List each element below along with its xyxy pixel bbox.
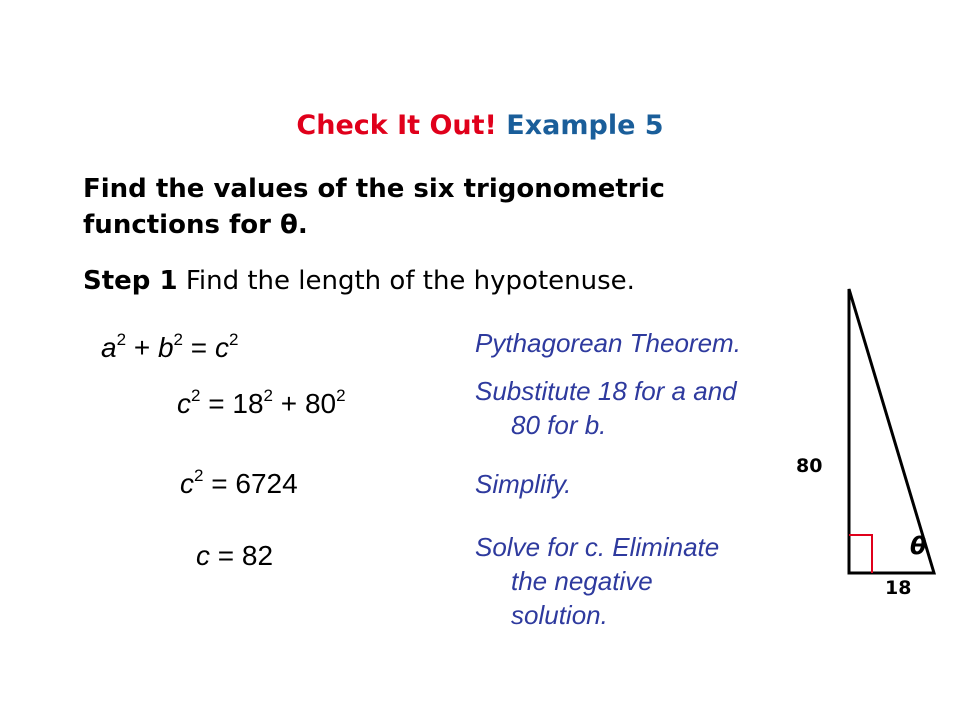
title-example: Example 5 <box>506 110 664 141</box>
step-text: Find the length of the hypotenuse. <box>185 266 635 296</box>
eq3-c-exp: 2 <box>194 466 204 485</box>
eq1-b: b <box>157 332 174 363</box>
angle-theta-label: θ <box>910 532 927 560</box>
eq2-equals: = <box>208 388 225 419</box>
eq1-a-exp: 2 <box>116 330 127 349</box>
title-check-it-out: Check It Out! <box>296 110 497 141</box>
horizontal-leg-label: 18 <box>885 577 912 599</box>
eq3-equals: = <box>211 468 228 499</box>
vertical-leg-label: 80 <box>796 455 823 477</box>
eq1-b-exp: 2 <box>173 330 184 349</box>
note-solve-line-3: solution. <box>511 600 608 630</box>
note-pythagorean: Pythagorean Theorem. <box>475 328 741 358</box>
eq1-c-exp: 2 <box>228 330 239 349</box>
prompt-line-2: functions for θ. <box>83 210 308 240</box>
note-simplify: Simplify. <box>475 469 572 499</box>
eq1-equals: = <box>190 332 208 363</box>
eq4-value: 82 <box>241 540 274 571</box>
note-solve-line-1: Solve for c. Eliminate <box>475 532 720 562</box>
eq4-equals: = <box>217 540 235 571</box>
step-label: Step 1 <box>83 266 178 296</box>
eq2-c-exp: 2 <box>191 386 201 405</box>
note-solve-line-2: the negative <box>511 566 653 596</box>
eq4-c: c <box>196 540 210 571</box>
eq3-c: c <box>180 468 194 499</box>
eq2-c: c <box>177 388 191 419</box>
eq1-plus: + <box>133 332 151 363</box>
right-angle-mark <box>849 535 872 573</box>
eq1-c: c <box>214 332 229 363</box>
note-substitute-line-1: Substitute 18 for a and <box>475 376 737 406</box>
eq2-plus: + <box>280 388 298 419</box>
eq2-n2-exp: 2 <box>336 386 346 405</box>
eq2-n1-exp: 2 <box>263 386 274 405</box>
eq2-n2: 80 <box>304 388 337 419</box>
eq2-n1: 18 <box>232 388 264 419</box>
note-substitute-line-2: 80 for b. <box>511 410 607 440</box>
eq3-value: 6724 <box>235 468 298 499</box>
eq1-a: a <box>101 332 117 363</box>
triangle-outline <box>849 289 934 573</box>
prompt-line-1: Find the values of the six trigonometric <box>83 174 665 204</box>
